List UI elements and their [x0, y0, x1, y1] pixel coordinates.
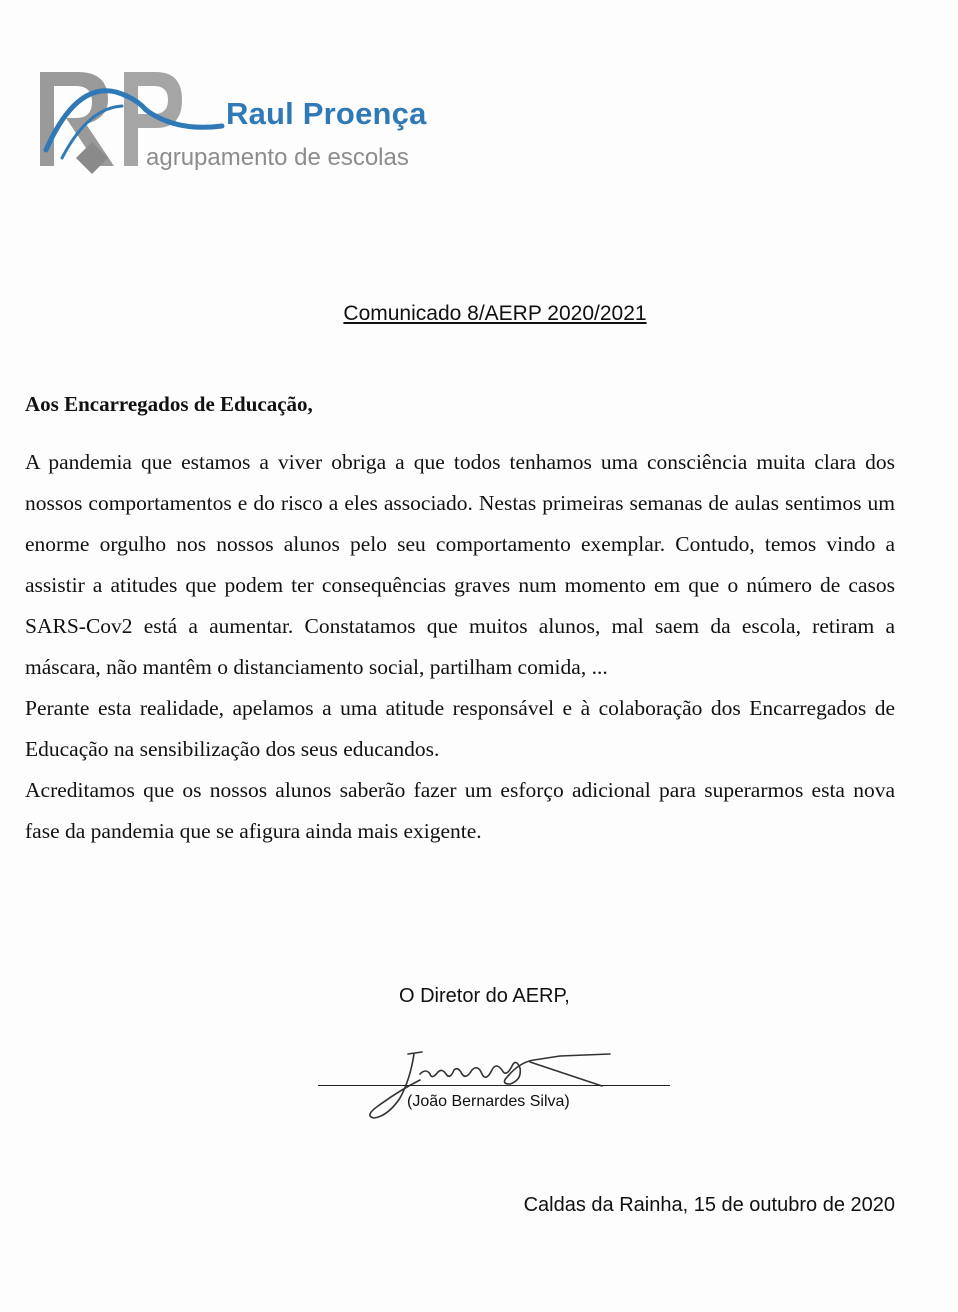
logo-subtitle: agrupamento de escolas [146, 144, 409, 171]
closing-line: O Diretor do AERP, [399, 985, 570, 1007]
document-title: Comunicado 8/AERP 2020/2021 [343, 302, 647, 325]
signer-name: (João Bernardes Silva) [407, 1093, 570, 1110]
school-logo [36, 62, 456, 182]
paragraph-3: Acreditamos que os nossos alunos saberão fazer um esforço adicional para superarmos esta nova fase da pandemia que se afigura ainda mais exigente. [25, 778, 895, 843]
paragraph-2: Perante esta realidade, apelamos a uma atitude responsável e à colaboração dos Encarregados de Educação na sensibilização dos seus educandos. [25, 696, 895, 761]
place-and-date: Caldas da Rainha, 15 de outubro de 2020 [523, 1194, 895, 1216]
logo-school-name: Raul Proença [226, 96, 427, 131]
letter-body [25, 442, 895, 852]
signature-line [318, 1085, 670, 1086]
salutation: Aos Encarregados de Educação, [25, 392, 313, 416]
paragraph-1: A pandemia que estamos a viver obriga a que todos tenhamos uma consciência muita clara dos nossos comportamentos e do risco a eles associado. Nestas primeiras semanas de aulas sentimos um enorme orgulho nos nossos alunos pelo seu comportamento exemplar. Contudo, temos vindo a assistir a atitudes que podem ter consequências graves num momento em que o número de casos SARS-Cov2 está a aumentar. Constatamos que muitos alunos, mal saem da escola, retiram a máscara, não mantêm o distanciamento social, partilham comida, ... [25, 450, 895, 679]
